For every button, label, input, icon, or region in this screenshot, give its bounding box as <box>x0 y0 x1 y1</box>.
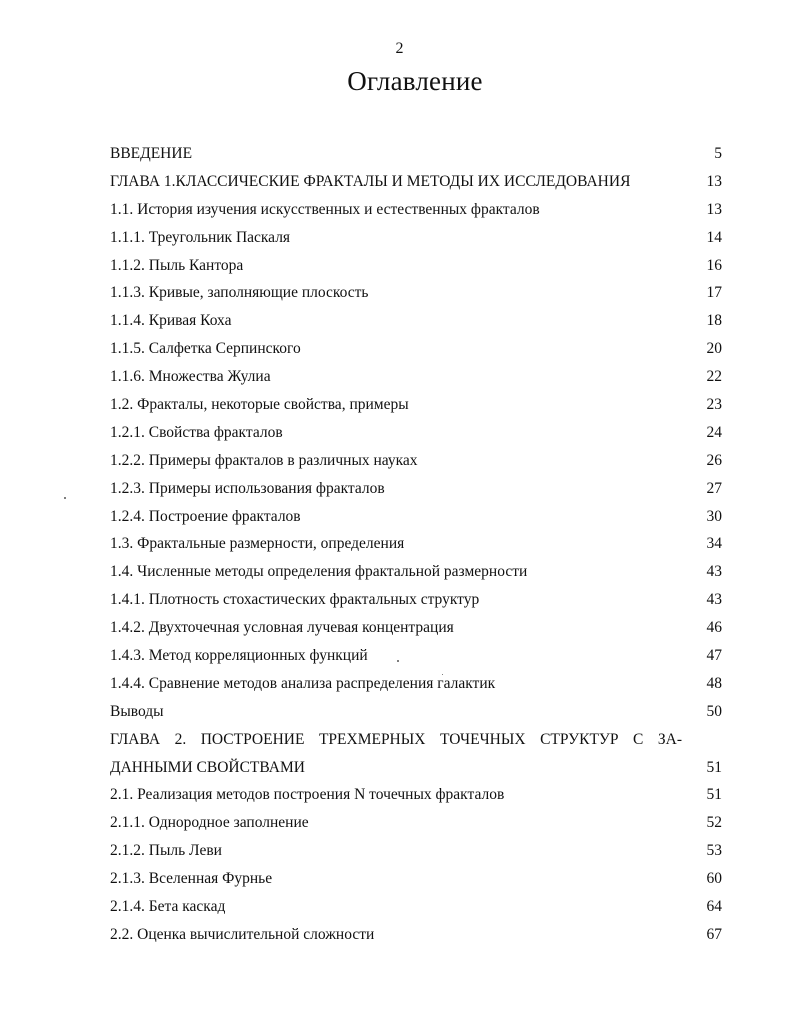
toc-row[interactable] <box>110 447 722 475</box>
toc-row[interactable] <box>110 335 722 363</box>
toc-label: ВВЕДЕНИЕ <box>110 145 193 162</box>
toc-row[interactable] <box>110 754 722 782</box>
toc-row[interactable] <box>110 252 722 280</box>
toc-row[interactable] <box>110 809 722 837</box>
toc-page: 26 <box>706 451 722 469</box>
toc-row[interactable] <box>110 781 722 809</box>
toc-label: 1.1. История изучения искусственных и естественных фракталов <box>110 200 540 218</box>
toc-label: ДАННЫМИ СВОЙСТВАМИ <box>110 758 305 776</box>
toc-page: 50 <box>706 702 722 720</box>
toc-label: 1.2.2. Примеры фракталов в различных науках <box>110 451 418 469</box>
toc-row[interactable] <box>110 670 722 698</box>
toc-row[interactable] <box>110 837 722 865</box>
toc-page: 24 <box>706 423 722 441</box>
page-title: Оглавление <box>347 66 483 96</box>
toc-row[interactable] <box>110 586 722 614</box>
toc-row[interactable] <box>110 865 722 893</box>
toc-label: 1.4. Численные методы определения фрактальной размерности <box>110 563 528 581</box>
toc-page: 20 <box>706 340 722 358</box>
toc-label: 1.3. Фрактальные размерности, определения <box>110 535 405 553</box>
toc-label: 1.1.3. Кривые, заполняющие плоскость <box>110 284 369 302</box>
toc-row[interactable] <box>110 614 722 642</box>
toc-label: 2.1.1. Однородное заполнение <box>110 814 309 832</box>
toc-row[interactable] <box>110 168 722 196</box>
toc-row[interactable] <box>110 419 722 447</box>
toc-page: 67 <box>706 925 722 943</box>
toc-label: 2.2. Оценка вычислительной сложности <box>110 925 375 943</box>
toc-page: 43 <box>706 591 722 609</box>
toc-label: ГЛАВА 1.КЛАССИЧЕСКИЕ ФРАКТАЛЫ И МЕТОДЫ ИХ ИССЛЕДОВАНИЯ <box>110 172 631 190</box>
toc-label: 1.1.1. Треугольник Паскаля <box>110 228 291 246</box>
toc-label: 1.4.1. Плотность стохастических фрактальных структур <box>110 591 480 609</box>
toc-page: 51 <box>706 786 722 804</box>
toc-row[interactable] <box>110 642 722 670</box>
toc-page: 64 <box>706 898 722 916</box>
toc-row[interactable] <box>110 726 722 754</box>
toc-page: 13 <box>706 172 722 190</box>
toc-row[interactable] <box>110 391 722 419</box>
toc-row[interactable] <box>110 224 722 252</box>
toc-page: 43 <box>706 563 722 581</box>
toc-page: 34 <box>706 535 722 553</box>
toc-label: 2.1.4. Бета каскад <box>110 898 226 916</box>
toc-row[interactable] <box>110 893 722 921</box>
toc-row[interactable] <box>110 279 722 307</box>
toc-row[interactable] <box>110 530 722 558</box>
toc-page: 60 <box>706 870 722 888</box>
toc-row[interactable] <box>110 363 722 391</box>
toc-label: 1.1.6. Множества Жулиа <box>110 368 271 386</box>
toc-label: 2.1. Реализация методов построения N точечных фракталов <box>110 786 505 804</box>
toc-page: 30 <box>706 507 722 525</box>
page-number: 2 <box>395 40 404 57</box>
toc-label: 1.2.1. Свойства фракталов <box>110 423 283 441</box>
toc-page: 46 <box>706 619 722 637</box>
toc-label: 2.1.2. Пыль Леви <box>110 842 222 860</box>
toc-page: 22 <box>706 368 722 386</box>
toc-page: 23 <box>706 396 722 414</box>
toc-row[interactable] <box>110 307 722 335</box>
toc-label: 1.2.3. Примеры использования фракталов <box>110 479 385 497</box>
scan-speck <box>64 497 66 499</box>
toc-label: 1.2.4. Построение фракталов <box>110 507 301 525</box>
toc-label: ГЛАВА 2. ПОСТРОЕНИЕ ТРЕХМЕРНЫХ ТОЧЕЧНЫХ СТРУКТУР С ЗА- <box>110 730 682 748</box>
toc-label: 2.1.3. Вселенная Фурнье <box>110 870 273 888</box>
toc-page: 51 <box>706 758 722 776</box>
toc-row[interactable] <box>110 140 722 168</box>
toc-page: 48 <box>706 674 722 692</box>
toc-row[interactable] <box>110 503 722 531</box>
toc-page: 53 <box>706 842 722 860</box>
toc-page: 27 <box>706 479 722 497</box>
toc-page: 14 <box>706 228 722 246</box>
toc-page: 17 <box>706 284 722 302</box>
toc-row[interactable] <box>110 698 722 726</box>
toc-page: 16 <box>706 256 722 274</box>
toc-page: 18 <box>706 312 722 330</box>
toc-label: 1.2. Фракталы, некоторые свойства, примеры <box>110 396 409 414</box>
toc-label: 1.1.5. Салфетка Серпинского <box>110 340 301 358</box>
toc-page: 13 <box>706 200 722 218</box>
toc-label: Выводы <box>110 702 164 720</box>
toc-label: 1.4.2. Двухточечная условная лучевая концентрация <box>110 619 454 637</box>
scan-speck <box>397 660 399 662</box>
toc-page: 52 <box>706 814 722 832</box>
toc-label: 1.4.3. Метод корреляционных функций <box>110 647 368 665</box>
toc-row[interactable] <box>110 475 722 503</box>
toc-page: 5 <box>714 145 722 162</box>
toc-row[interactable] <box>110 921 722 949</box>
toc-label: 1.4.4. Сравнение методов анализа распределения галактик <box>110 674 496 692</box>
scan-speck <box>442 674 443 675</box>
toc-page: 47 <box>706 647 722 665</box>
toc-row[interactable] <box>110 196 722 224</box>
toc-label: 1.1.4. Кривая Коха <box>110 312 232 330</box>
table-of-contents <box>110 140 722 949</box>
toc-row[interactable] <box>110 558 722 586</box>
toc-label: 1.1.2. Пыль Кантора <box>110 256 244 274</box>
